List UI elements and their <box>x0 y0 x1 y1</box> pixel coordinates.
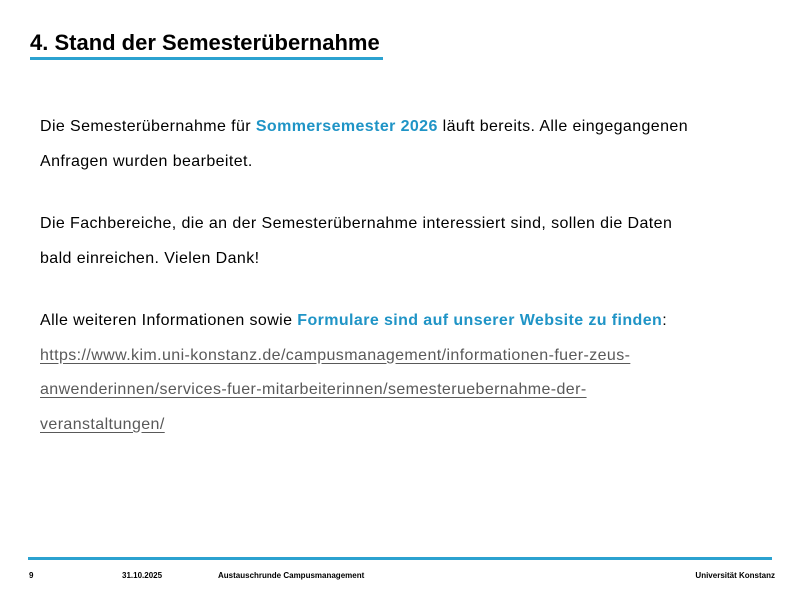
accent-text-formulare-website: Formulare sind auf unserer Website zu finden <box>297 312 663 329</box>
footer-event-title: Austauschrunde Campusmanagement <box>218 571 365 580</box>
slide-body <box>40 110 770 470</box>
text-segment: läuft bereits. Alle eingegangenen <box>437 118 689 135</box>
paragraph-fachbereiche-aufruf <box>40 207 770 276</box>
text-line <box>40 304 770 339</box>
footer-date: 31.10.2025 <box>122 571 163 580</box>
link-line[interactable]: veranstaltungen/ <box>40 415 165 433</box>
text-line: Anfragen wurden bearbeitet. <box>40 152 253 170</box>
website-link[interactable] <box>40 339 770 443</box>
text-line: Die Fachbereiche, die an der Semesterübernahme interessiert sind, sollen die Daten <box>40 215 673 232</box>
text-segment: Die Semesterübernahme für <box>40 118 256 135</box>
footer-divider <box>28 557 772 560</box>
footer-institution: Universität Konstanz <box>695 571 775 580</box>
accent-text-sommersemester: Sommersemester 2026 <box>255 118 438 135</box>
paragraph-semesteruebernahme-status <box>40 110 770 179</box>
text-segment: : <box>662 312 668 329</box>
link-line[interactable]: https://www.kim.uni-konstanz.de/campusmanagement/informationen-fuer-zeus- <box>40 346 631 364</box>
slide-title: 4. Stand der Semesterübernahme <box>30 30 383 60</box>
text-line: bald einreichen. Vielen Dank! <box>40 249 260 267</box>
paragraph-weitere-informationen <box>40 304 770 442</box>
page-number: 9 <box>29 571 34 580</box>
footer <box>0 568 800 584</box>
link-line[interactable]: anwenderinnen/services-fuer-mitarbeiterinnen/semesteruebernahme-der- <box>40 381 587 398</box>
text-line <box>40 110 770 145</box>
text-segment: Alle weiteren Informationen sowie <box>40 312 298 329</box>
